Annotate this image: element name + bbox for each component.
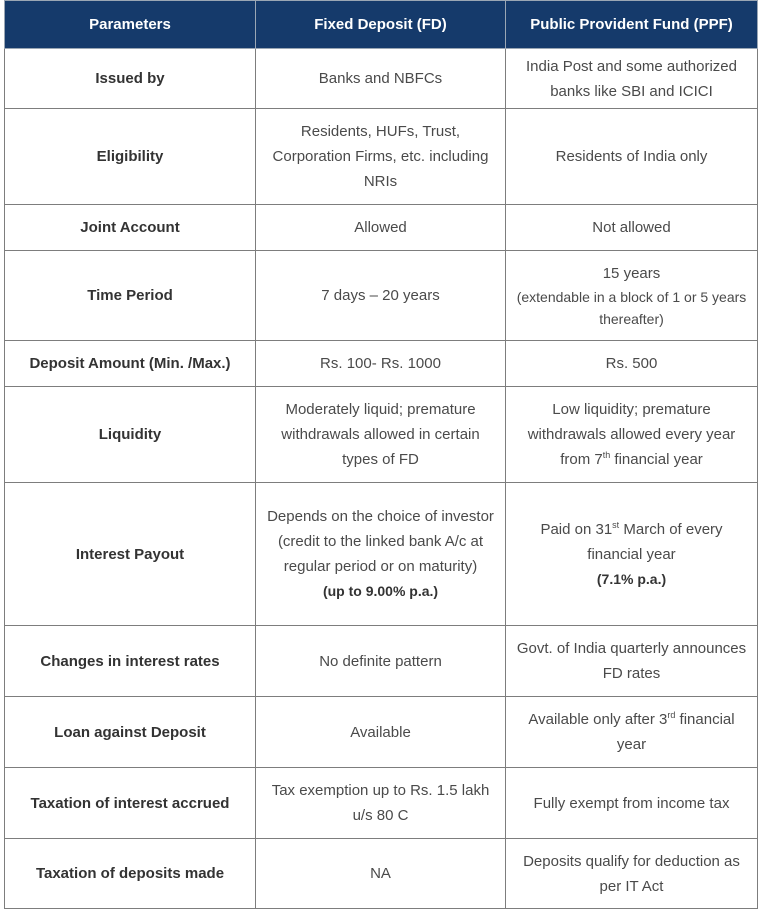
header-fixed-deposit: Fixed Deposit (FD) bbox=[256, 1, 506, 49]
param-cell: Joint Account bbox=[5, 205, 256, 251]
fd-cell: Allowed bbox=[256, 205, 506, 251]
ppf-cell: Not allowed bbox=[506, 205, 758, 251]
fd-cell: Banks and NBFCs bbox=[256, 49, 506, 109]
param-cell: Interest Payout bbox=[5, 483, 256, 626]
param-cell: Loan against Deposit bbox=[5, 697, 256, 768]
param-cell: Time Period bbox=[5, 251, 256, 341]
ppf-rate: (7.1% p.a.) bbox=[596, 570, 667, 587]
ppf-cell: Deposits qualify for deduction as per IT Act bbox=[506, 839, 758, 909]
ppf-value: 15 years bbox=[602, 265, 661, 282]
fd-cell: NA bbox=[256, 839, 506, 909]
fd-cell: Available bbox=[256, 697, 506, 768]
table-row bbox=[5, 626, 758, 697]
ordinal-suffix: rd bbox=[667, 710, 676, 720]
param-cell: Issued by bbox=[5, 49, 256, 109]
fd-cell: Tax exemption up to Rs. 1.5 lakh u/s 80 C bbox=[256, 768, 506, 839]
table-row bbox=[5, 768, 758, 839]
ppf-cell: Rs. 500 bbox=[506, 341, 758, 387]
fd-vs-ppf-table bbox=[4, 0, 758, 909]
table-row bbox=[5, 251, 758, 341]
ppf-text: Low liquidity; premature withdrawals allowed every year from 7 bbox=[527, 401, 736, 468]
ppf-note: (extendable in a block of 1 or 5 years thereafter) bbox=[516, 289, 747, 327]
fd-text: Depends on the choice of investor (credit to the linked bank A/c at regular period or on maturity) bbox=[267, 508, 494, 575]
param-cell: Eligibility bbox=[5, 109, 256, 205]
ordinal-suffix: th bbox=[602, 450, 611, 460]
ppf-cell: Residents of India only bbox=[506, 109, 758, 205]
ppf-text: Paid on 31 bbox=[540, 520, 613, 538]
fd-cell bbox=[256, 483, 506, 626]
table-row bbox=[5, 49, 758, 109]
param-cell: Changes in interest rates bbox=[5, 626, 256, 697]
table-row bbox=[5, 109, 758, 205]
ppf-text-end: March of every financial year bbox=[587, 520, 723, 563]
table-row bbox=[5, 839, 758, 909]
ppf-cell: Fully exempt from income tax bbox=[506, 768, 758, 839]
ppf-cell: India Post and some authorized banks like SBI and ICICI bbox=[506, 49, 758, 109]
fd-rate: (up to 9.00% p.a.) bbox=[322, 583, 439, 599]
ppf-text-end: financial year bbox=[610, 451, 703, 468]
header-ppf: Public Provident Fund (PPF) bbox=[506, 1, 758, 49]
ppf-cell bbox=[506, 483, 758, 626]
header-parameters: Parameters bbox=[5, 1, 256, 49]
fd-cell: No definite pattern bbox=[256, 626, 506, 697]
ppf-cell bbox=[506, 697, 758, 768]
table-row bbox=[5, 697, 758, 768]
ordinal-suffix: st bbox=[612, 519, 620, 530]
ppf-cell bbox=[506, 251, 758, 341]
table-row bbox=[5, 483, 758, 626]
param-cell: Taxation of deposits made bbox=[5, 839, 256, 909]
fd-cell: Rs. 100- Rs. 1000 bbox=[256, 341, 506, 387]
header-row bbox=[5, 1, 758, 49]
fd-cell: Residents, HUFs, Trust, Corporation Firms, etc. including NRIs bbox=[256, 109, 506, 205]
table-row bbox=[5, 341, 758, 387]
ppf-cell: Govt. of India quarterly announces FD rates bbox=[506, 626, 758, 697]
fd-cell: Moderately liquid; premature withdrawals allowed in certain types of FD bbox=[256, 387, 506, 483]
ppf-cell bbox=[506, 387, 758, 483]
ppf-text: Available only after 3 bbox=[528, 711, 668, 728]
param-cell: Taxation of interest accrued bbox=[5, 768, 256, 839]
param-cell: Liquidity bbox=[5, 387, 256, 483]
table-row bbox=[5, 387, 758, 483]
param-cell: Deposit Amount (Min. /Max.) bbox=[5, 341, 256, 387]
fd-cell: 7 days – 20 years bbox=[256, 251, 506, 341]
ppf-text-end: financial year bbox=[616, 711, 735, 753]
table-row bbox=[5, 205, 758, 251]
